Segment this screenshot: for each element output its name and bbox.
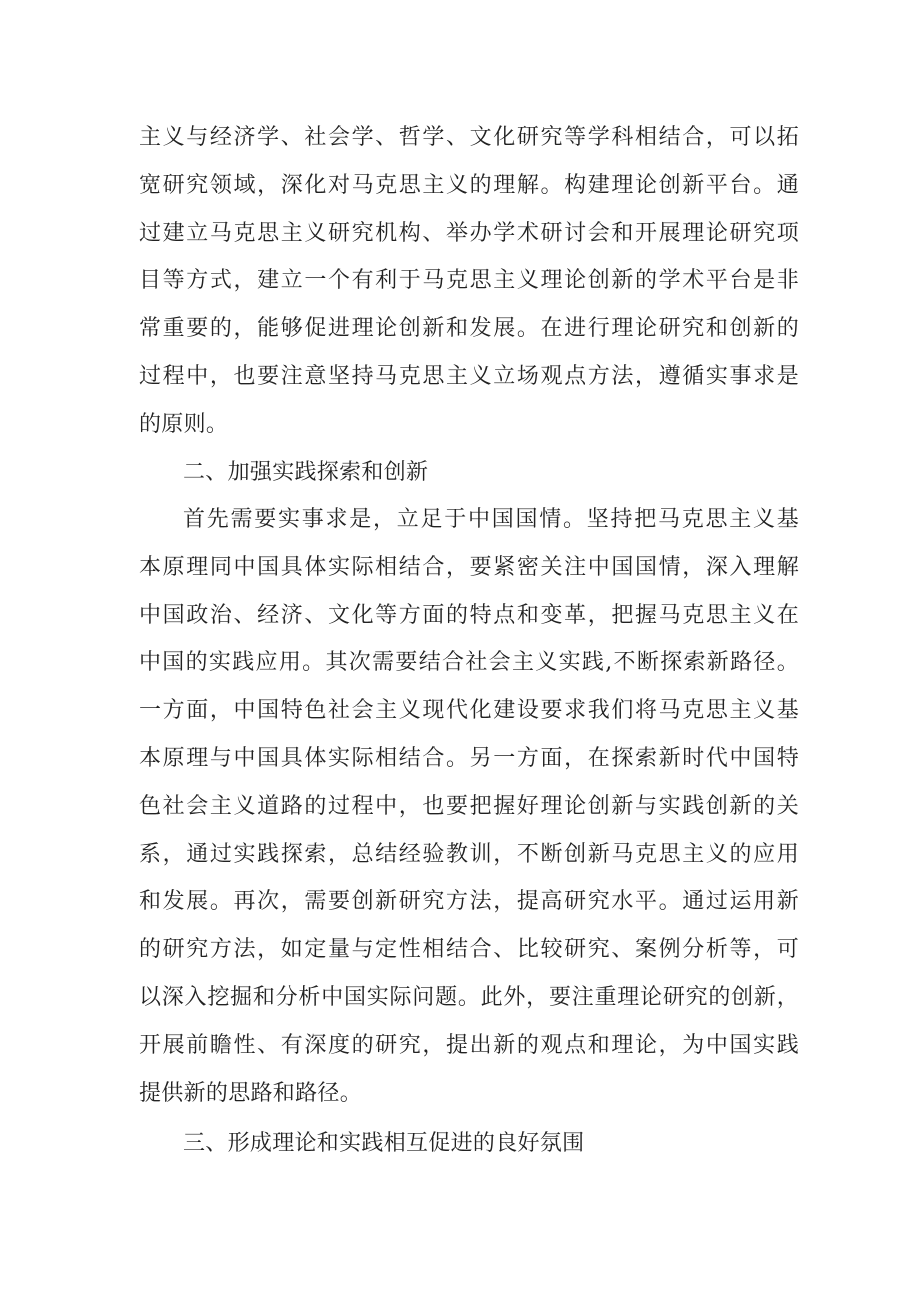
text-line: 和发展。再次，需要创新研究方法，提高研究水平。通过运用新 bbox=[139, 889, 799, 915]
text-line: 中国的实践应用。其次需要结合社会主义实践,不断探索新路径。 bbox=[139, 650, 799, 676]
text-line: 常重要的，能够促进理论创新和发展。在进行理论研究和创新的 bbox=[139, 316, 799, 342]
text-line: 提供新的思路和路径。 bbox=[139, 1080, 363, 1106]
section-heading-3 bbox=[139, 1132, 799, 1156]
text-line: 宽研究领域，深化对马克思主义的理解。构建理论创新平台。通 bbox=[139, 172, 799, 198]
text-line: 本原理与中国具体实际相结合。另一方面，在探索新时代中国特 bbox=[139, 745, 799, 771]
text-line: 以深入挖掘和分析中国实际问题。此外，要注重理论研究的创新， bbox=[139, 984, 799, 1010]
text-line: 的研究方法，如定量与定性相结合、比较研究、案例分析等，可 bbox=[139, 937, 799, 963]
text-line: 的原则。 bbox=[139, 411, 229, 437]
section-heading-2 bbox=[139, 461, 799, 485]
text-line: 系，通过实践探索，总结经验教训，不断创新马克思主义的应用 bbox=[139, 841, 799, 867]
text-line: 色社会主义道路的过程中，也要把握好理论创新与实践创新的关 bbox=[139, 793, 799, 819]
text-line: 中国政治、经济、文化等方面的特点和变革，把握马克思主义在 bbox=[139, 602, 799, 628]
text-line: 过程中，也要注意坚持马克思主义立场观点方法，遵循实事求是 bbox=[139, 363, 799, 389]
section-heading-text: 三、形成理论和实践相互促进的良好氛围 bbox=[183, 1131, 585, 1156]
paragraph-2 bbox=[139, 508, 799, 1129]
text-line: 主义与经济学、社会学、哲学、文化研究等学科相结合，可以拓 bbox=[139, 125, 799, 150]
section-heading-text: 二、加强实践探索和创新 bbox=[183, 460, 429, 485]
text-line: 本原理同中国具体实际相结合，要紧密关注中国国情，深入理解 bbox=[139, 554, 799, 580]
text-line: 一方面，中国特色社会主义现代化建设要求我们将马克思主义基 bbox=[139, 698, 799, 724]
text-line: 过建立马克思主义研究机构、举办学术研讨会和开展理论研究项 bbox=[139, 220, 799, 246]
text-line: 首先需要实事求是，立足于中国国情。坚持把马克思主义基 bbox=[183, 507, 799, 532]
text-line: 开展前瞻性、有深度的研究，提出新的观点和理论，为中国实践 bbox=[139, 1032, 799, 1058]
text-line: 目等方式，建立一个有利于马克思主义理论创新的学术平台是非 bbox=[139, 268, 799, 294]
paragraph-1 bbox=[139, 126, 799, 461]
